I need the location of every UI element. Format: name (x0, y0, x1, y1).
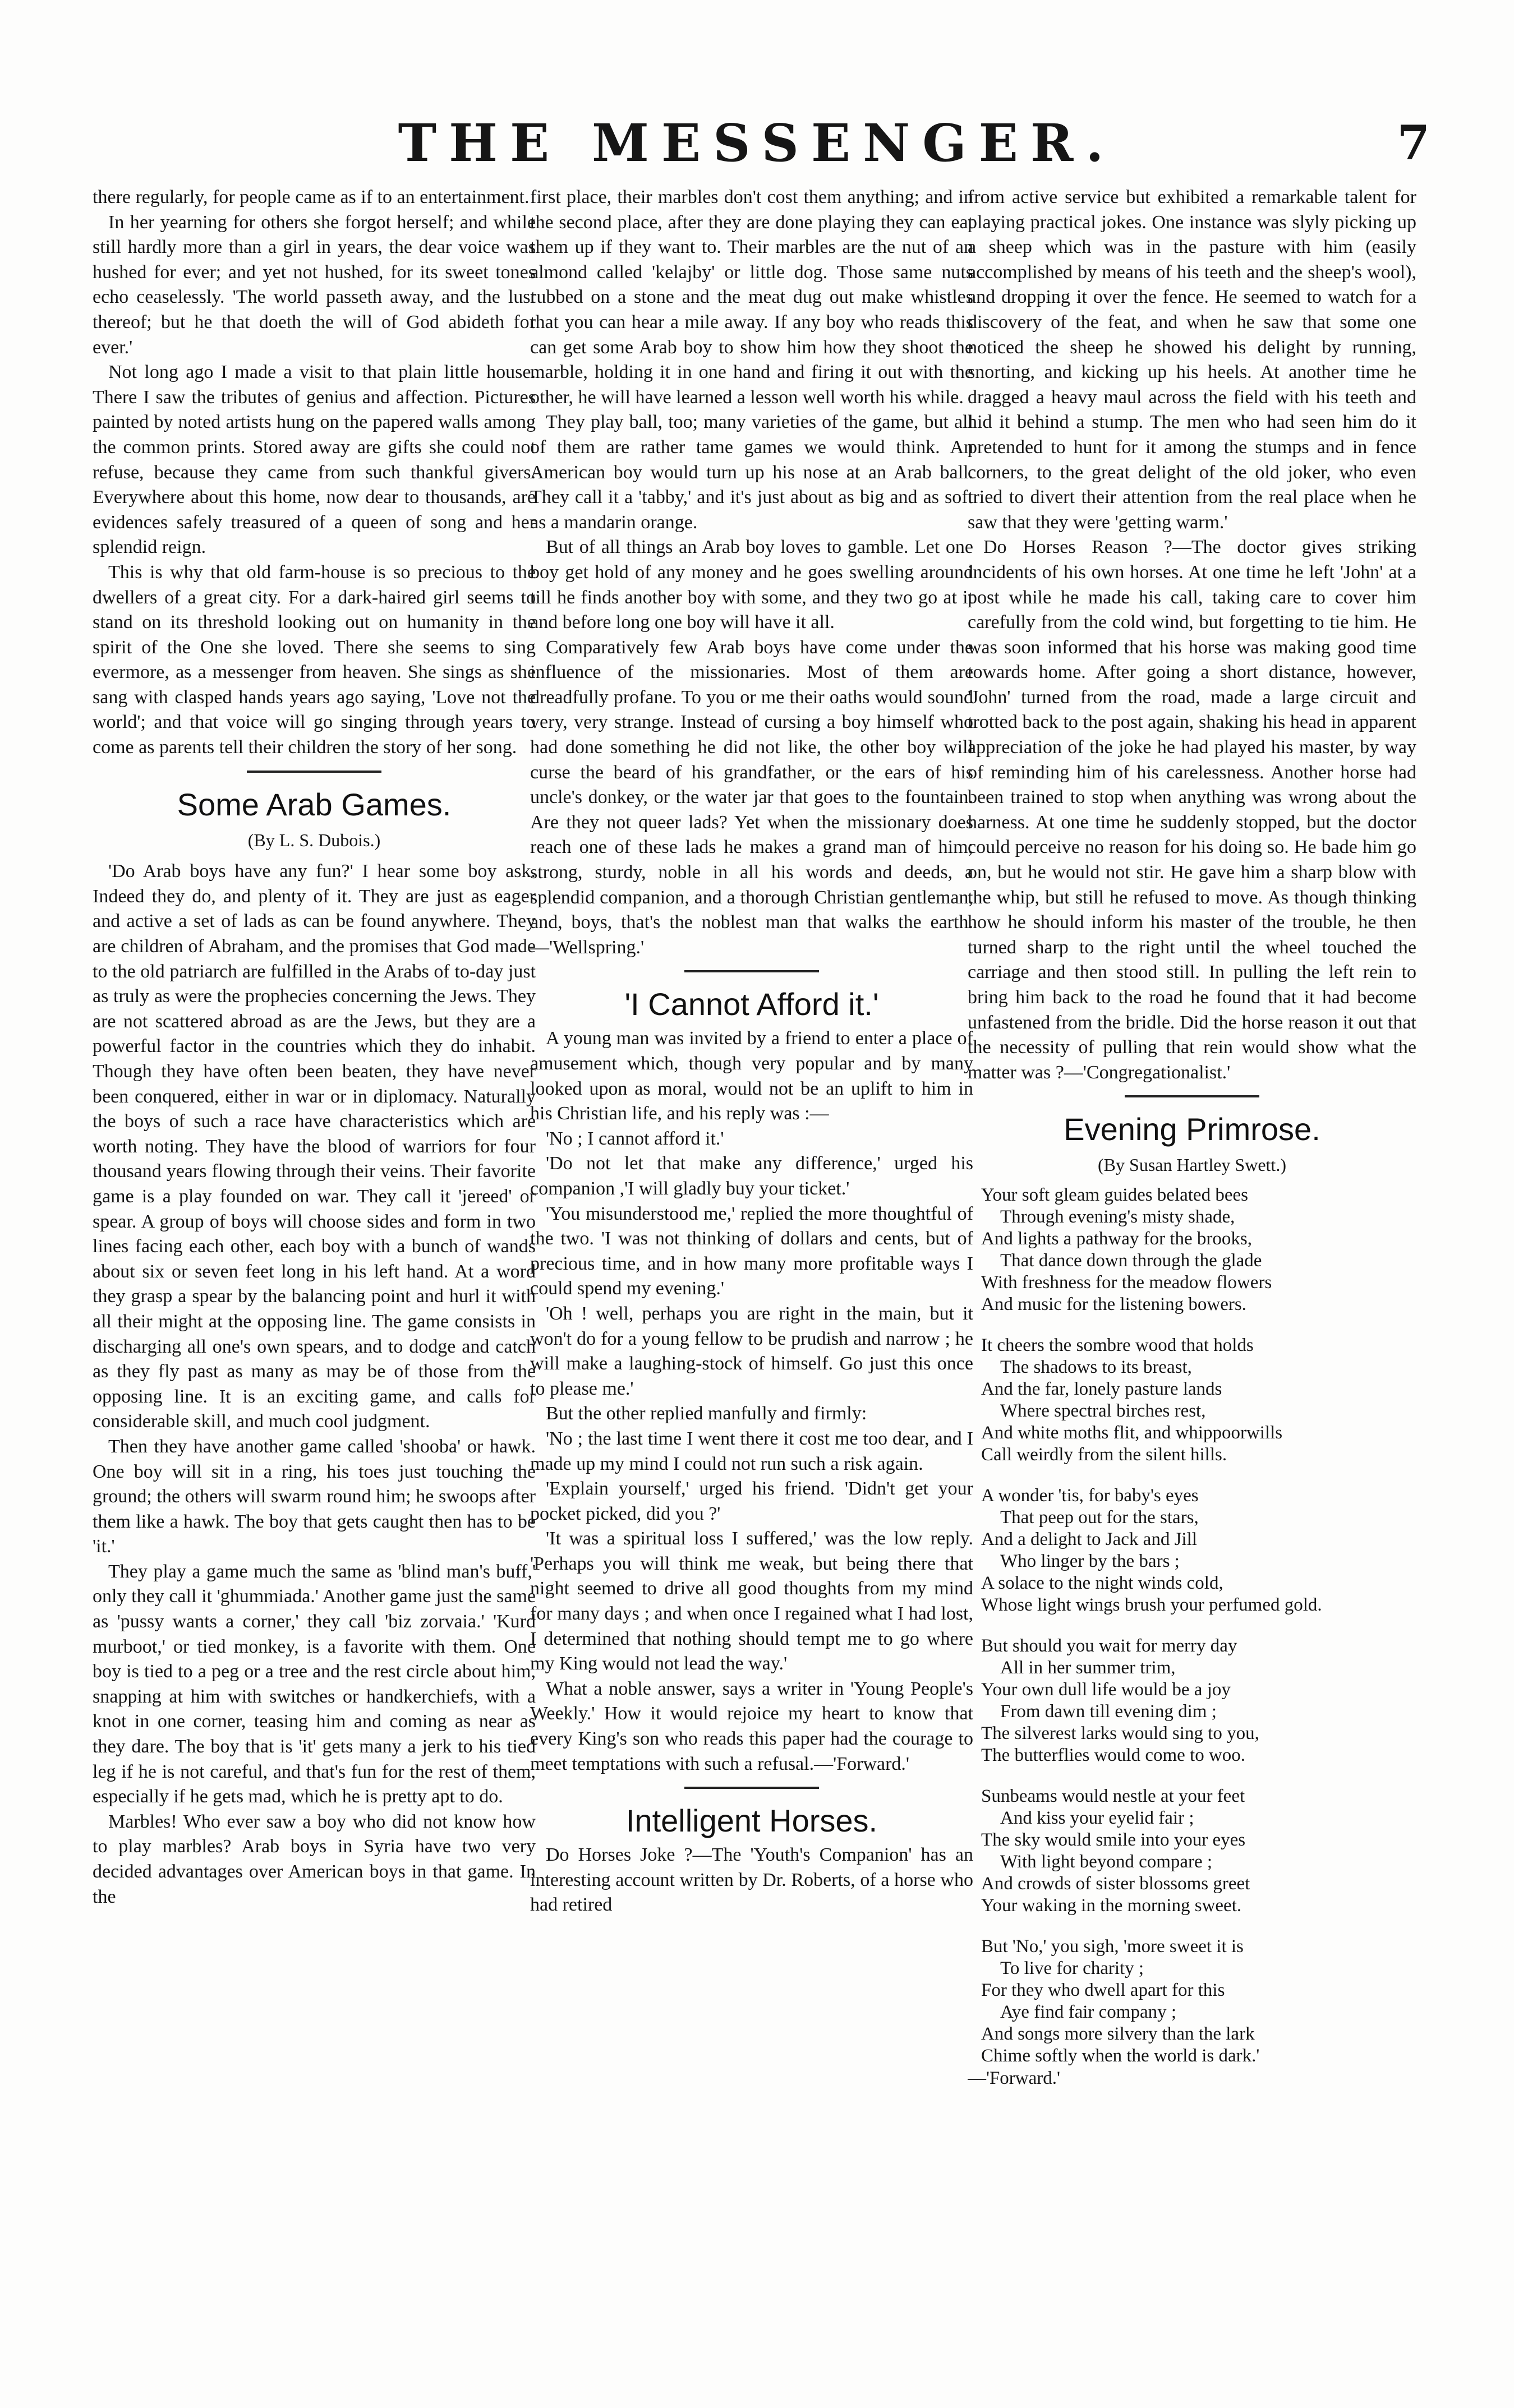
poem-stanza (981, 1936, 1416, 2067)
paragraph: A young man was invited by a friend to enter a place of amusement which, though very popular and by many looked upon as moral, would not be an uplift to him in his Christian life, and his reply was :— (530, 1028, 973, 1124)
poem-line: With light beyond compare ; (1000, 1851, 1213, 1872)
poem-stanza (981, 1786, 1416, 1917)
poem-line: The butterflies would come to woo. (981, 1745, 1246, 1765)
column-1 (93, 185, 536, 2383)
poem-line: And lights a pathway for the brooks, (981, 1228, 1252, 1249)
poem-line: And white moths flit, and whippoorwills (981, 1422, 1283, 1443)
poem-line: The shadows to its breast, (1000, 1357, 1192, 1377)
paragraph: Not long ago I made a visit to that plain little house. There I saw the tributes of genius and affection. Pictures painted by noted artists hung on the papered walls among the common prints. Stored away are gifts she could not refuse, because they came from such thankful givers. Everywhere about this home, now dear to thousands, are evidences safely treasured of a queen of song and her splendid reign. (93, 362, 536, 558)
poem-body (981, 1184, 1416, 2067)
poem-line: A solace to the night winds cold, (981, 1572, 1223, 1593)
poem-line: Your soft gleam guides belated bees (981, 1184, 1248, 1205)
article-heading: 'I Cannot Afford it.' (624, 986, 879, 1022)
paragraph: But the other replied manfully and firmly: (546, 1403, 867, 1424)
poem-stanza (981, 1335, 1416, 1466)
paragraph: 'Do not let that make any difference,' urged his companion ,'I will gladly buy your ticket.' (530, 1153, 973, 1199)
poem-line: That dance down through the glade (1000, 1250, 1262, 1271)
paragraph: 'You misunderstood me,' replied the more thoughtful of the two. 'I was not thinking of dollars and cents, but of precious time, and in how many more profitable ways I could spend my evening.' (530, 1203, 973, 1299)
paragraph: This is why that old farm-house is so precious to the dwellers of a great city. For a dark-haired girl seems to stand on its threshold looking out on humanity in the spirit of the One she loved. There she seems to sing evermore, as a messenger from heaven. She sings as she sang with clasped hands years ago saying, 'Love not the world'; and that voice will go singing through years to come as parents tell their children the story of her song. (93, 561, 536, 758)
poem-stanza (981, 1485, 1416, 1616)
article-heading: Some Arab Games. (177, 786, 452, 822)
masthead-title: THE MESSENGER. (398, 113, 1116, 173)
poem-line: Your waking in the morning sweet. (981, 1895, 1242, 1916)
paragraph: In her yearning for others she forgot herself; and while still hardly more than a girl in years, the dear voice was hushed for ever; and yet not hushed, for its sweet tones echo ceaselessly. 'The world passeth away, and the lust thereof; but he that doeth the will of God abideth for ever.' (93, 211, 536, 358)
paragraph: 'It was a spiritual loss I suffered,' was the low reply. 'Perhaps you will think me weak, but being there that night seemed to drive all good thoughts from my mind for many days ; and when once I regained what I had lost, I determined that nothing should tempt me to go where my King would not lead the way.' (530, 1528, 973, 1674)
section-divider (684, 1787, 819, 1789)
poem-line: To live for charity ; (1000, 1958, 1144, 1978)
poem-title: Evening Primrose. (1064, 1111, 1320, 1147)
article-heading: Intelligent Horses. (625, 1803, 878, 1839)
paragraph: first place, their marbles don't cost them anything; and in the second place, after they are done playing they can eat them up if they want to. Their marbles are the nut of an almond called 'kelajby' or little dog. Those same nuts rubbed on a stone and the meat dug out make whistles that you can hear a mile away. If any boy who reads this can get some Arab boy to show him how they shoot the marble, holding it in one hand and firing it out with the other, he will have learned a lesson well worth his while. (530, 187, 973, 408)
poem-line: And kiss your eyelid fair ; (1000, 1807, 1194, 1828)
paragraph: 'No ; the last time I went there it cost me too dear, and I made up my mind I could not run such a risk again. (530, 1428, 973, 1474)
paragraph: What a noble answer, says a writer in 'Young People's Weekly.' How it would rejoice my heart to know that every King's son who reads this paper had the courage to meet temptations with such a refusal.—'Forward.' (530, 1678, 973, 1774)
page-number: 7 (1397, 115, 1430, 170)
poem-line: Call weirdly from the silent hills. (981, 1444, 1227, 1465)
poem-line: Through evening's misty shade, (1000, 1206, 1235, 1227)
poem-stanza (981, 1635, 1416, 1766)
paragraph: They play ball, too; many varieties of the game, but all of them are rather tame games we would think. An American boy would turn up his nose at an Arab ball. They call it a 'tabby,' and it's just about as big and as soft as a mandarin orange. (530, 412, 973, 533)
paragraph: They play a game much the same as 'blind man's buff,' only they call it 'ghummiada.' Another game just the same as 'pussy wants a corner,' they call 'biz zorvaia.' 'Kurd murboot,' or tied monkey, is a favorite with them. One boy is tied to a peg or a tree and the rest circle about him, snapping at him with switches or handkerchiefs, with a knot in one corner, teasing him and coming as near as they dare. The boy that is 'it' gets many a jerk to his tied leg if he is not careful, and that's fun for the rest of them, especially if he gets mad, which he is pretty apt to do. (93, 1561, 536, 1807)
paragraph: there regularly, for people came as if to an entertainment. (93, 187, 530, 207)
poem-line: A wonder 'tis, for baby's eyes (981, 1485, 1199, 1506)
poem-line: The silverest larks would sing to you, (981, 1723, 1259, 1743)
poem-byline: (By Susan Hartley Swett.) (1098, 1155, 1286, 1175)
paragraph: Marbles! Who ever saw a boy who did not know how to play marbles? Arab boys in Syria have two very decided advantages over American boys in that game. In the (93, 1811, 536, 1907)
paragraph: Do Horses Joke ?—The 'Youth's Companion' has an interesting account written by Dr. Roberts, of a horse who had retired (530, 1844, 973, 1916)
section-divider (247, 771, 381, 773)
poem-line: But should you wait for merry day (981, 1635, 1237, 1656)
masthead (0, 107, 1514, 191)
poem-line: And a delight to Jack and Jill (981, 1529, 1197, 1549)
poem-line: And crowds of sister blossoms greet (981, 1873, 1250, 1894)
section-divider (684, 970, 819, 972)
poem-line: Aye find fair company ; (1000, 2001, 1177, 2022)
section-divider (1125, 1095, 1259, 1097)
poem-line: For they who dwell apart for this (981, 1980, 1225, 2000)
paragraph: from active service but exhibited a remarkable talent for playing practical jokes. One instance was slyly picking up a sheep which was in the pasture with him (easily accomplished by means of his teeth and the sheep's wool), and dropping it over the fence. He seemed to watch for a discovery of the feat, and when he saw that some one noticed the sheep he showed his delight by running, snorting, and kicking up his heels. At another time he dragged a heavy maul across the field with his teeth and hid it behind a stump. The men who had seen him do it pretended to hunt for it among the stumps and in fence corners, to the great delight of the old joker, who even tried to divert their attention from the real place when he saw that they were 'getting warm.' (968, 187, 1416, 533)
poem-line: And music for the listening bowers. (981, 1294, 1246, 1314)
poem-line: But 'No,' you sigh, 'more sweet it is (981, 1936, 1244, 1957)
paragraph: 'No ; I cannot afford it.' (546, 1128, 724, 1149)
poem-line: And songs more silvery than the lark (981, 2023, 1255, 2044)
poem-line: All in her summer trim, (1000, 1657, 1176, 1678)
poem-line: That peep out for the stars, (1000, 1507, 1199, 1528)
paragraph: 'Explain yourself,' urged his friend. 'Didn't get your pocket picked, did you ?' (530, 1478, 973, 1524)
poem-line: Who linger by the bars ; (1000, 1551, 1180, 1571)
poem-line: And the far, lonely pasture lands (981, 1378, 1222, 1399)
poem-line: Your own dull life would be a joy (981, 1679, 1231, 1700)
poem-line: Whose light wings brush your perfumed gold. (981, 1594, 1322, 1615)
poem-line: Where spectral birches rest, (1000, 1400, 1206, 1421)
poem-line: Sunbeams would nestle at your feet (981, 1786, 1245, 1806)
paragraph: 'Oh ! well, perhaps you are right in the main, but it won't do for a young fellow to be prudish and narrow ; he will make a laughing-stock of himself. Go just this once to please me.' (530, 1303, 973, 1399)
paragraph: 'Do Arab boys have any fun?' I hear some boy ask. Indeed they do, and plenty of it. They are just as eager and active a set of lads as can be found anywhere. They are children of Abraham, and the promises that God made to the old patriarch are fulfilled in the Arabs of to-day just as truly as were the prophecies concerning the Jews. They are not scattered abroad as are the Jews, but they are a powerful factor in the countries which they do inhabit. Though they have often been beaten, they have never been conquered, either in war or in diplomacy. Naturally the boys of such a race have characteristics which are worth noting. They have the blood of warriors for four thousand years flowing through their veins. Their favorite game is a play founded on war. They call it 'jereed' or spear. A group of boys will choose sides and form in two lines facing each other, each boy with a bunch of wands about six or seven feet long in his left hand. At a word they grasp a spear by the balancing point and hurl it with all their might at the opposing line. The game consists in discharging all one's own spears, and to dodge and catch as they fly past as many as may be of those from the opposing line. It is an exciting game, and calls for considerable skill, and much cool judgment. (93, 861, 536, 1432)
paragraph: But of all things an Arab boy loves to gamble. Let one boy get hold of any money and he goes swelling around till he finds another boy with some, and they two go at it and before long one boy will have it all. (530, 537, 973, 633)
column-3 (968, 185, 1416, 2383)
column-2 (530, 185, 973, 2383)
poem-line: It cheers the sombre wood that holds (981, 1335, 1254, 1355)
poem-line: With freshness for the meadow flowers (981, 1272, 1272, 1293)
paragraph: Do Horses Reason ?—The doctor gives striking incidents of his own horses. At one time he left 'John' at a post while he made his call, taking care to cover him carefully from the cold wind, but forgetting to tie him. He was soon informed that his horse was making good time towards home. After going a short distance, however, 'John' turned from the road, made a large circuit and trotted back to the post again, shaking his head in apparent appreciation of the joke he had played his master, by way of reminding him of his carelessness. Another horse had been trained to stop when anything was wrong about the harness. At one time he suddenly stopped, but the doctor could perceive no reason for his doing so. He bade him go on, but he would not stir. He gave him a sharp blow with the whip, but still he refused to move. As though thinking how he should inform his master of the trouble, he then turned sharp to the right until the wheel touched the carriage and then stood still. In pulling the left rein to bring him back to the road he found that it had become unfastened from the bridle. Did the horse reason it out that the necessity of pulling that rein would show what the matter was ?—'Congregationalist.' (968, 537, 1416, 1083)
article-byline: (By L. S. Dubois.) (247, 829, 381, 850)
paragraph: Then they have another game called 'shooba' or hawk. One boy will sit in a ring, his toes just touching the ground; the others will swarm round him; he swoops after them like a hawk. The boy that gets caught then has to be 'it.' (93, 1436, 536, 1557)
paragraph: Comparatively few Arab boys have come under the influence of the missionaries. Most of them are dreadfully profane. To you or me their oaths would sound very, very strange. Instead of cursing a boy himself who had done something he did not like, the other boy will curse the beard of his grandfather, or the ears of his uncle's donkey, or the water jar that goes to the fountain. Are they not queer lads? Yet when the missionary does reach one of these lads he makes a grand man of him; strong, sturdy, noble in all his words and deeds, a splendid companion, and a thorough Christian gentleman, and, boys, that's the noblest man that walks the earth.—'Wellspring.' (530, 636, 973, 958)
poem-line: From dawn till evening dim ; (1000, 1701, 1217, 1722)
poem-line: The sky would smile into your eyes (981, 1829, 1246, 1850)
poem-line: Chime softly when the world is dark.' (981, 2045, 1260, 2066)
poem-stanza (981, 1184, 1416, 1316)
poem-source: —'Forward.' (968, 2068, 1060, 2088)
